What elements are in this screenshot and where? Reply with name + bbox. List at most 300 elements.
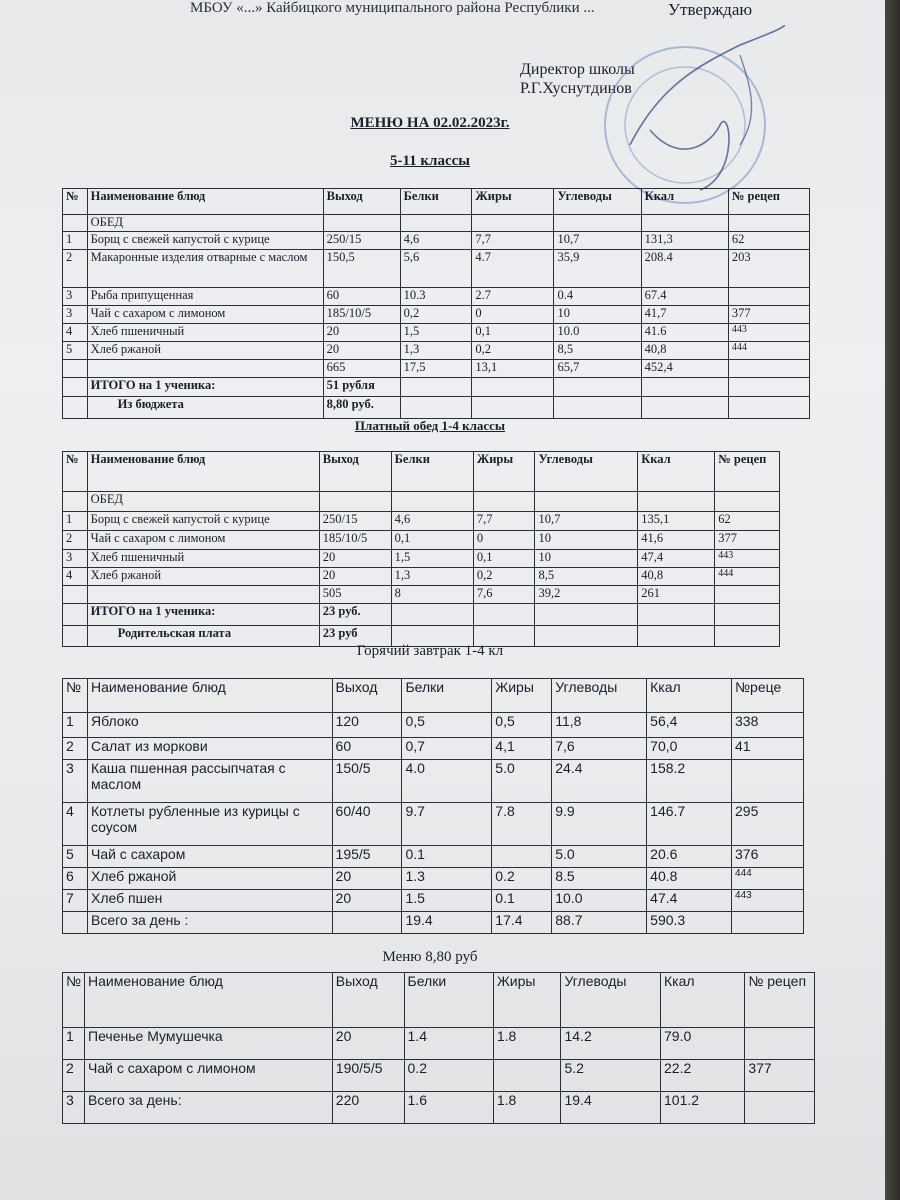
table-cell: [492, 846, 552, 868]
table-cell: 67.4: [641, 288, 728, 306]
table-cell: [732, 760, 804, 803]
table-cell: 443: [728, 324, 809, 342]
table-cell: 1: [63, 512, 88, 531]
table-cell: Чай с сахаром: [87, 846, 332, 868]
table-cell: 56,4: [647, 713, 732, 738]
table-cell: [745, 1028, 815, 1060]
table-cell: 5: [63, 846, 88, 868]
table-cell: [87, 586, 319, 604]
column-header: Белки: [402, 679, 492, 713]
table-cell: [715, 492, 780, 512]
table-cell: [745, 1092, 815, 1124]
column-header: Жиры: [492, 679, 552, 713]
table-cell: 250/15: [319, 512, 391, 531]
table-cell: Яблоко: [87, 713, 332, 738]
table-row: [63, 342, 810, 360]
table-cell: [332, 912, 402, 934]
table-cell: Хлеб пшен: [87, 890, 332, 912]
table-cell: [87, 360, 323, 378]
table-cell: 0: [473, 531, 535, 550]
table-cell: 1.6: [404, 1092, 493, 1124]
table-cell: Каша пшенная рассыпчатая с маслом: [87, 760, 332, 803]
table-cell: 452,4: [641, 360, 728, 378]
table-cell: 1.4: [404, 1028, 493, 1060]
column-header: Выход: [319, 452, 391, 492]
table-cell: Макаронные изделия отварные с маслом: [87, 250, 323, 288]
table-cell: 10,7: [554, 232, 641, 250]
table-cell: 665: [323, 360, 400, 378]
table-cell: 4,6: [391, 512, 473, 531]
table-cell: 0.1: [492, 890, 552, 912]
table-cell: 51 рубля: [323, 378, 400, 397]
table-cell: 10: [554, 306, 641, 324]
table-cell: 1: [63, 232, 88, 250]
table-cell: [554, 215, 641, 232]
table-cell: 5,6: [400, 250, 472, 288]
table-cell: [63, 912, 88, 934]
table-cell: 444: [728, 342, 809, 360]
table-row: [63, 378, 810, 397]
table-cell: 131,3: [641, 232, 728, 250]
table-row: [63, 288, 810, 306]
table-cell: 220: [332, 1092, 404, 1124]
table-cell: [728, 397, 809, 419]
table-cell: Хлеб ржаной: [87, 568, 319, 586]
table-cell: [319, 492, 391, 512]
table-cell: 20: [319, 568, 391, 586]
table-cell: 10,7: [535, 512, 638, 531]
table-cell: 1,5: [391, 550, 473, 568]
table-cell: 135,1: [638, 512, 715, 531]
table-cell: Хлеб ржаной: [87, 868, 332, 890]
table-cell: 0: [472, 306, 554, 324]
table-cell: Салат из моркови: [87, 738, 332, 760]
table-cell: 203: [728, 250, 809, 288]
table-cell: 3: [63, 1092, 85, 1124]
table-cell: Хлеб пшеничный: [87, 550, 319, 568]
menu-table-5-11: [62, 188, 810, 419]
table-cell: 150/5: [332, 760, 402, 803]
table-cell: Чай с сахаром с лимоном: [85, 1060, 333, 1092]
table-cell: Всего за день:: [85, 1092, 333, 1124]
table-cell: 505: [319, 586, 391, 604]
column-header: №: [63, 452, 88, 492]
table-cell: 0,5: [402, 713, 492, 738]
table-row: [63, 512, 780, 531]
table-cell: 0,2: [400, 306, 472, 324]
table-cell: 4.0: [402, 760, 492, 803]
column-header: Наименование блюд: [85, 973, 333, 1028]
table-cell: [728, 215, 809, 232]
table-cell: 35,9: [554, 250, 641, 288]
column-header: Выход: [323, 189, 400, 215]
table-cell: 2.7: [472, 288, 554, 306]
table-cell: 444: [715, 568, 780, 586]
table-cell: 47.4: [647, 890, 732, 912]
table-cell: 22.2: [661, 1060, 745, 1092]
table-cell: 3: [63, 288, 88, 306]
table-cell: [63, 492, 88, 512]
table-cell: 40,8: [638, 568, 715, 586]
table-cell: [535, 492, 638, 512]
column-header: Ккал: [641, 189, 728, 215]
table-cell: 10: [535, 531, 638, 550]
table-cell: 146.7: [647, 803, 732, 846]
table-cell: 444: [732, 868, 804, 890]
table-cell: 377: [745, 1060, 815, 1092]
table-cell: [493, 1060, 561, 1092]
table-cell: [535, 604, 638, 626]
table-row: [63, 250, 810, 288]
table-cell: Котлеты рубленные из курицы с соусом: [87, 803, 332, 846]
breakfast-title: Горячий завтрак 1-4 кл: [356, 643, 504, 659]
table-cell: Родительская плата: [87, 626, 319, 647]
table-cell: 10.0: [554, 324, 641, 342]
table-cell: Чай с сахаром с лимоном: [87, 306, 323, 324]
table-cell: [554, 397, 641, 419]
menu-table-breakfast: [62, 678, 804, 934]
classes-title: 5-11 классы: [389, 153, 470, 169]
column-header: Выход: [332, 679, 402, 713]
table-cell: [391, 492, 473, 512]
table-cell: 7,7: [473, 512, 535, 531]
table-cell: 295: [732, 803, 804, 846]
table-cell: 40,8: [641, 342, 728, 360]
table-cell: 8,5: [554, 342, 641, 360]
table-cell: 1,5: [400, 324, 472, 342]
column-header: Наименование блюд: [87, 679, 332, 713]
column-header: №: [63, 679, 88, 713]
table-cell: [63, 604, 88, 626]
table-row: [63, 360, 810, 378]
table-cell: 60/40: [332, 803, 402, 846]
table-cell: 5.0: [552, 846, 647, 868]
director-title: Директор школы: [520, 61, 635, 78]
menu-880-title: Меню 8,80 руб: [382, 949, 478, 965]
table-row: [63, 760, 804, 803]
table-cell: [400, 215, 472, 232]
table-row: [63, 1092, 815, 1124]
table-cell: 41.6: [641, 324, 728, 342]
director-name: Р.Г.Хуснутдинов: [520, 80, 632, 97]
table-cell: 4,1: [492, 738, 552, 760]
table-cell: 20: [319, 550, 391, 568]
table-cell: 2: [63, 738, 88, 760]
table-cell: 20: [332, 868, 402, 890]
organization-header: МБОУ «...» Кайбицкого муниципального района Республики ...: [190, 0, 595, 16]
table-cell: [641, 378, 728, 397]
table-cell: 0,1: [472, 324, 554, 342]
table-cell: 1,3: [400, 342, 472, 360]
table-cell: 2: [63, 250, 88, 288]
table-row: [63, 324, 810, 342]
table-cell: 7.8: [492, 803, 552, 846]
table-cell: [554, 378, 641, 397]
table-cell: 1.8: [493, 1092, 561, 1124]
table-cell: Из бюджета: [87, 397, 323, 419]
column-header: Белки: [400, 189, 472, 215]
column-header: Наименование блюд: [87, 189, 323, 215]
table-cell: 2: [63, 531, 88, 550]
table-cell: 4.7: [472, 250, 554, 288]
table-cell: 5.0: [492, 760, 552, 803]
table-cell: 4: [63, 803, 88, 846]
table-cell: 47,4: [638, 550, 715, 568]
table-cell: [473, 492, 535, 512]
table-cell: [715, 586, 780, 604]
table-row: [63, 232, 810, 250]
table-cell: 17,5: [400, 360, 472, 378]
table-cell: 0,7: [402, 738, 492, 760]
table-cell: 20: [332, 1028, 404, 1060]
table-cell: Борщ с свежей капустой с курице: [87, 232, 323, 250]
table-row: [63, 604, 780, 626]
table-cell: Хлеб пшеничный: [87, 324, 323, 342]
table-row: [63, 586, 780, 604]
table-cell: 3: [63, 306, 88, 324]
column-header: Ккал: [661, 973, 745, 1028]
table-cell: [63, 215, 88, 232]
column-header: №: [63, 189, 88, 215]
table-cell: 185/10/5: [319, 531, 391, 550]
table-cell: [400, 378, 472, 397]
table-cell: 3: [63, 550, 88, 568]
column-header: Углеводы: [554, 189, 641, 215]
table-cell: Всего за день :: [87, 912, 332, 934]
table-cell: 39,2: [535, 586, 638, 604]
table-cell: 5.2: [561, 1060, 661, 1092]
table-cell: 0,2: [473, 568, 535, 586]
table-cell: 3: [63, 760, 88, 803]
table-cell: [638, 492, 715, 512]
table-cell: [641, 215, 728, 232]
table-cell: [728, 360, 809, 378]
table-cell: 24.4: [552, 760, 647, 803]
table-cell: [638, 604, 715, 626]
table-cell: 9.9: [552, 803, 647, 846]
table-cell: [472, 397, 554, 419]
table-row: [63, 912, 804, 934]
column-header: № рецеп: [728, 189, 809, 215]
table-cell: 0.2: [404, 1060, 493, 1092]
paid-lunch-title: Платный обед 1-4 классы: [354, 418, 506, 433]
table-cell: 7,6: [552, 738, 647, 760]
table-cell: 23 руб.: [319, 604, 391, 626]
table-cell: 150,5: [323, 250, 400, 288]
table-cell: 261: [638, 586, 715, 604]
column-header: №: [63, 973, 85, 1028]
table-cell: 158.2: [647, 760, 732, 803]
table-cell: 190/5/5: [332, 1060, 404, 1092]
table-cell: 41: [732, 738, 804, 760]
column-header: Ккал: [638, 452, 715, 492]
table-cell: 1: [63, 1028, 85, 1060]
table-cell: Чай с сахаром с лимоном: [87, 531, 319, 550]
table-cell: 338: [732, 713, 804, 738]
column-header: Жиры: [472, 189, 554, 215]
table-cell: 10.0: [552, 890, 647, 912]
table-cell: 1.3: [402, 868, 492, 890]
table-cell: ОБЕД: [87, 492, 319, 512]
table-cell: 376: [732, 846, 804, 868]
table-cell: 2: [63, 1060, 85, 1092]
table-cell: [400, 397, 472, 419]
table-cell: 0,1: [473, 550, 535, 568]
table-cell: 19.4: [561, 1092, 661, 1124]
table-cell: 250/15: [323, 232, 400, 250]
table-cell: 4: [63, 568, 88, 586]
table-cell: 4,6: [400, 232, 472, 250]
table-cell: 185/10/5: [323, 306, 400, 324]
table-cell: [715, 604, 780, 626]
table-cell: 7,6: [473, 586, 535, 604]
table-cell: 208.4: [641, 250, 728, 288]
table-cell: 19.4: [402, 912, 492, 934]
table-cell: 4: [63, 324, 88, 342]
table-cell: 590.3: [647, 912, 732, 934]
table-cell: 1.5: [402, 890, 492, 912]
table-cell: 60: [332, 738, 402, 760]
column-header: Белки: [404, 973, 493, 1028]
table-cell: 20: [323, 324, 400, 342]
table-cell: 14.2: [561, 1028, 661, 1060]
table-row: [63, 738, 804, 760]
table-cell: 70,0: [647, 738, 732, 760]
table-cell: 120: [332, 713, 402, 738]
table-cell: 20.6: [647, 846, 732, 868]
table-cell: 1,3: [391, 568, 473, 586]
column-header: Выход: [332, 973, 404, 1028]
table-row: [63, 890, 804, 912]
page-edge-shadow: [885, 0, 900, 1200]
table-cell: 101.2: [661, 1092, 745, 1124]
table-row: [63, 713, 804, 738]
table-cell: [472, 215, 554, 232]
table-cell: [732, 912, 804, 934]
table-cell: Борщ с свежей капустой с курице: [87, 512, 319, 531]
table-cell: 79.0: [661, 1028, 745, 1060]
approval-label: Утверждаю: [668, 0, 753, 19]
table-cell: 0,2: [472, 342, 554, 360]
table-cell: 20: [323, 342, 400, 360]
table-cell: 88.7: [552, 912, 647, 934]
table-cell: 7,7: [472, 232, 554, 250]
column-header: № рецеп: [715, 452, 780, 492]
table-cell: Печенье Мумушечка: [85, 1028, 333, 1060]
column-header: Жиры: [473, 452, 535, 492]
table-cell: Хлеб ржаной: [87, 342, 323, 360]
table-cell: 17.4: [492, 912, 552, 934]
column-header: Жиры: [493, 973, 561, 1028]
table-row: [63, 215, 810, 232]
column-header: № рецеп: [745, 973, 815, 1028]
table-row: [63, 846, 804, 868]
table-cell: 1.8: [493, 1028, 561, 1060]
table-row: [63, 803, 804, 846]
table-cell: ИТОГО на 1 ученика:: [87, 378, 323, 397]
table-cell: 40.8: [647, 868, 732, 890]
table-row: [63, 1060, 815, 1092]
menu-title: МЕНЮ НА 02.02.2023г.: [350, 115, 510, 131]
table-row: [63, 1028, 815, 1060]
table-cell: 41,6: [638, 531, 715, 550]
table-cell: 8: [391, 586, 473, 604]
table-cell: ОБЕД: [87, 215, 323, 232]
table-cell: [323, 215, 400, 232]
table-cell: [63, 360, 88, 378]
table-cell: [63, 378, 88, 397]
column-header: Углеводы: [561, 973, 661, 1028]
table-cell: 1: [63, 713, 88, 738]
table-cell: [472, 378, 554, 397]
table-cell: [391, 604, 473, 626]
table-cell: 23 руб: [319, 626, 391, 647]
table-cell: 377: [715, 531, 780, 550]
column-header: №реце: [732, 679, 804, 713]
column-header: Белки: [391, 452, 473, 492]
table-row: [63, 550, 780, 568]
table-cell: 195/5: [332, 846, 402, 868]
table-cell: 62: [728, 232, 809, 250]
table-row: [63, 306, 810, 324]
table-cell: 0,5: [492, 713, 552, 738]
table-cell: 8,5: [535, 568, 638, 586]
table-cell: [473, 604, 535, 626]
table-cell: 10.3: [400, 288, 472, 306]
table-cell: [63, 586, 88, 604]
table-cell: 60: [323, 288, 400, 306]
table-cell: 5: [63, 342, 88, 360]
table-row: [63, 531, 780, 550]
column-header: Ккал: [647, 679, 732, 713]
table-row: [63, 397, 810, 419]
table-cell: 10: [535, 550, 638, 568]
table-cell: 20: [332, 890, 402, 912]
table-cell: 9.7: [402, 803, 492, 846]
table-cell: 0.1: [402, 846, 492, 868]
table-row: [63, 492, 780, 512]
table-cell: 62: [715, 512, 780, 531]
table-cell: 443: [732, 890, 804, 912]
menu-table-paid: [62, 451, 780, 647]
table-cell: Рыба припущенная: [87, 288, 323, 306]
column-header: Углеводы: [535, 452, 638, 492]
table-cell: 0.4: [554, 288, 641, 306]
table-cell: 7: [63, 890, 88, 912]
table-cell: 377: [728, 306, 809, 324]
table-row: [63, 568, 780, 586]
table-cell: 443: [715, 550, 780, 568]
column-header: Углеводы: [552, 679, 647, 713]
table-cell: [641, 397, 728, 419]
table-cell: ИТОГО на 1 ученика:: [87, 604, 319, 626]
table-cell: [63, 397, 88, 419]
table-cell: 0.2: [492, 868, 552, 890]
column-header: Наименование блюд: [87, 452, 319, 492]
table-cell: 41,7: [641, 306, 728, 324]
table-cell: 65,7: [554, 360, 641, 378]
menu-table-880: [62, 972, 815, 1124]
table-cell: 11,8: [552, 713, 647, 738]
table-row: [63, 868, 804, 890]
table-cell: [728, 288, 809, 306]
table-cell: 6: [63, 868, 88, 890]
table-cell: 8.5: [552, 868, 647, 890]
table-cell: 13,1: [472, 360, 554, 378]
table-cell: 8,80 руб.: [323, 397, 400, 419]
table-cell: 0,1: [391, 531, 473, 550]
table-cell: [728, 378, 809, 397]
